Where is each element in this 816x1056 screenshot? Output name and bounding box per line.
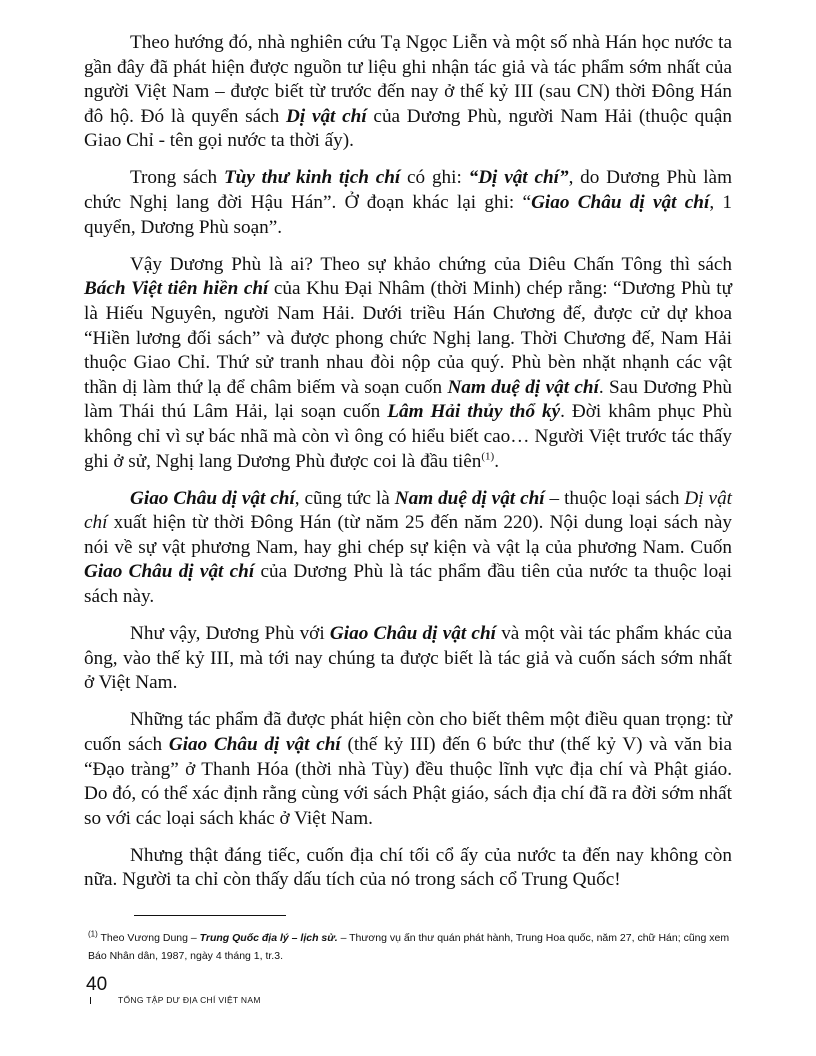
text-run: Theo hướng đó, nhà nghiên cứu Tạ Ngọc Liễn và một số nhà Hán học nước ta gần đây đã phát hiện được nguồn tư liệu ghi nhận tác giả và tác phẩm sớm nhất của người Việt Nam – được biết từ trước đến nay ở thế kỷ III (sau CN) thời Đông Hán đô hộ. Đó là quyển sách	[84, 32, 732, 127]
text-run: , 1 quyển, Dương Phù soạn”.	[84, 192, 733, 238]
footnote-marker: (1)	[88, 929, 98, 939]
footnote-separator	[134, 915, 286, 916]
text-run: , do Dương Phù làm chức Nghị lang đời Hậu Hán”. Ở đoạn khác lại ghi: “	[84, 167, 732, 214]
paragraph	[84, 844, 732, 893]
paragraph	[84, 622, 732, 696]
paragraph	[84, 487, 732, 610]
emphasized-title: Lâm Hải thủy thổ ký	[387, 401, 561, 423]
text-run: . Sau Dương Phù làm Thái thú Lâm Hải, lại soạn cuốn	[84, 376, 733, 423]
paragraph	[84, 708, 732, 831]
emphasized-title: Nam duệ dị vật chí	[447, 376, 599, 398]
page-number: 40	[86, 974, 108, 995]
text-run: (thế kỷ III) đến 6 bức thư (thế kỷ V) và văn bia “Đạo tràng” ở Thanh Hóa (thời nhà Tùy) đều thuộc lĩnh vực địa chí và Phật giáo. Do đó, có thể xác định rằng cùng với sách Phật giáo, sách địa chí đã ra đời sớm nhất so với các loại sách khác ở Việt Nam.	[84, 733, 732, 829]
footer-tick	[90, 997, 91, 1004]
text-run: Theo Vương Dung –	[97, 932, 200, 944]
paragraph	[84, 166, 732, 240]
emphasized-title: Giao Châu dị vật chí	[130, 487, 295, 509]
text-run: có ghi:	[400, 167, 469, 189]
paragraph	[84, 253, 732, 474]
emphasized-title: Nam duệ dị vật chí	[394, 487, 545, 509]
body-text	[84, 31, 732, 906]
emphasized-title: Giao Châu dị vật chí	[84, 561, 255, 583]
text-run: – thuộc loại sách	[544, 487, 685, 509]
text-run: Trong sách	[130, 167, 224, 189]
text-run: Những tác phẩm đã được phát hiện còn cho biết thêm một điều quan trọng: từ cuốn sách	[84, 709, 732, 755]
paragraph	[84, 31, 732, 154]
footnote-marker: (1)	[481, 450, 495, 463]
text-run: Vậy Dương Phù là ai? Theo sự khảo chứng của Diêu Chấn Tông thì sách	[130, 253, 732, 275]
text-run: của Dương Phù, người Nam Hải (thuộc quận Giao Chỉ - tên gọi nước ta thời ấy).	[84, 105, 732, 152]
text-run: – Thương vụ ấn thư quán phát hành, Trung Hoa quốc, năm 27, chữ Hán; cũng xem Báo Nhân dân, 1987, ngày 4 tháng 1, tr.3.	[88, 932, 730, 962]
emphasized-title: Giao Châu dị vật chí	[168, 733, 341, 755]
text-run: Như vậy, Dương Phù với	[130, 623, 330, 645]
text-run: của Dương Phù là tác phẩm đầu tiên của nước ta thuộc loại sách này.	[84, 561, 733, 607]
emphasized-title: Bách Việt tiên hiền chí	[84, 278, 269, 300]
emphasized-title: Dị vật chí	[286, 105, 367, 127]
emphasized-title: Giao Châu dị vật chí	[329, 623, 496, 645]
emphasized-title: Dị vật chí	[84, 487, 732, 534]
emphasized-title: “Dị vật chí”	[468, 167, 569, 189]
text-run: , cũng tức là	[294, 487, 395, 509]
emphasized-title: Tùy thư kinh tịch chí	[223, 167, 401, 189]
footnote	[88, 929, 738, 965]
running-footer-title: TỔNG TẬP DƯ ĐỊA CHÍ VIỆT NAM	[118, 995, 261, 1005]
emphasized-title: Giao Châu dị vật chí	[531, 192, 710, 214]
text-run: của Khu Đại Nhâm (thời Minh) chép rằng: “Dương Phù tự là Hiếu Nguyên, người Nam Hải. Dưới triều Hán Chương đế, được cử dự khoa “Hiền lương đối sách” và được phong chức Nghị lang. Thời Chương đế, Nam Hải thuộc Giao Chỉ. Thứ sử tranh nhau đòi nộp của quý. Phù bèn nhặt nhạnh các vật thần dị làm thứ lạ để châm biếm và soạn cuốn	[84, 278, 732, 398]
text-run: và một vài tác phẩm khác của ông, vào thế kỷ III, mà tới nay chúng ta được biết là tác giả và cuốn sách sớm nhất ở Việt Nam.	[84, 623, 732, 694]
emphasized-title: Trung Quốc địa lý – lịch sử.	[199, 932, 338, 944]
text-run: . Đời khâm phục Phù không chỉ vì sự bác nhã mà còn vì ông có hiểu biết cao… Người Việt trước tác thấy ghi ở sử, Nghị lang Dương Phù được coi là đầu tiên	[84, 401, 732, 472]
text-run: Nhưng thật đáng tiếc, cuốn địa chí tối cổ ấy của nước ta đến nay không còn nữa. Người ta chỉ còn thấy dấu tích của nó trong sách cổ Trung Quốc!	[84, 844, 732, 891]
text-run: xuất hiện từ thời Đông Hán (từ năm 25 đến năm 220). Nội dung loại sách này nói về sự vật phương Nam, hay ghi chép sự kiện và vật lạ của phương Nam. Cuốn	[84, 512, 732, 558]
text-run: .	[494, 450, 499, 472]
